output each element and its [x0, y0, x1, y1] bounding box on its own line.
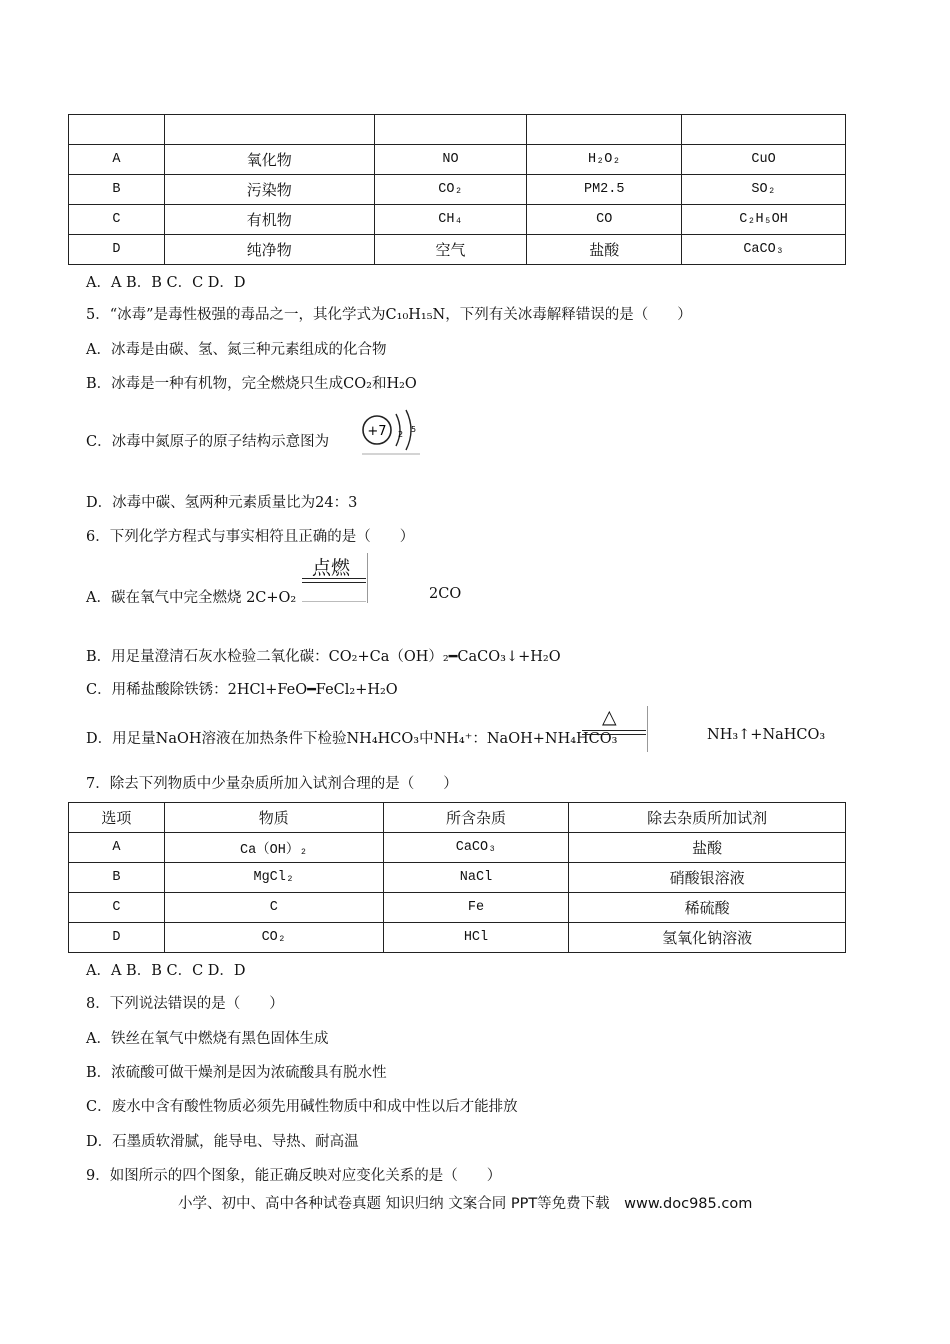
table-cell: CO₂: [164, 923, 383, 953]
table-cell: [682, 115, 846, 145]
table-cell: CuO: [682, 145, 846, 175]
q5-option-a: A．冰毒是由碳、氢、氮三种元素组成的化合物: [86, 342, 387, 358]
table-cell: B: [69, 863, 165, 893]
q5-option-d: D．冰毒中碳、氢两种元素质量比为24：3: [86, 495, 358, 511]
table-row: [69, 923, 846, 953]
condition-box-edge: [647, 706, 648, 752]
table-cell: [69, 115, 165, 145]
q6-option-d-product: NH₃↑+NaHCO₃: [707, 727, 826, 743]
q5-stem: 5．“冰毒”是毒性极强的毒品之一，其化学式为C₁₀H₁₅N，下列有关冰毒解释错误的是（ ）: [86, 307, 692, 323]
table-cell: C: [164, 893, 383, 923]
table-header-row: [69, 803, 846, 833]
table-cell: 盐酸: [569, 833, 846, 863]
table-cell: A: [69, 833, 165, 863]
table-cell: D: [69, 923, 165, 953]
q6-option-a: A．碳在氧气中完全燃烧 2C+O₂: [86, 590, 297, 606]
table-cell: 盐酸: [527, 235, 682, 265]
table-cell: [164, 115, 374, 145]
table-row: [69, 893, 846, 923]
table-cell: 硝酸银溶液: [569, 863, 846, 893]
table-header-cell: 所含杂质: [383, 803, 569, 833]
table-cell: C₂H₅OH: [682, 205, 846, 235]
q8-stem: 8．下列说法错误的是（ ）: [86, 996, 284, 1012]
page-footer: 小学、初中、高中各种试卷真题 知识归纳 文案合同 PPT等免费下载 www.doc985.com: [178, 1196, 753, 1212]
q6-option-d: D．用足量NaOH溶液在加热条件下检验NH₄HCO₃中NH₄⁺：NaOH+NH₄HCO₃: [86, 731, 618, 747]
table-cell: A: [69, 145, 165, 175]
q7-stem: 7．除去下列物质中少量杂质所加入试剂合理的是（ ）: [86, 776, 458, 792]
table-cell: H₂O₂: [527, 145, 682, 175]
table-cell: PM2.5: [527, 175, 682, 205]
table-cell: Fe: [383, 893, 569, 923]
table-cell: C: [69, 893, 165, 923]
q5-option-b: B．冰毒是一种有机物，完全燃烧只生成CO₂和H₂O: [86, 376, 417, 392]
table-cell: 有机物: [164, 205, 374, 235]
table-cell: CaCO₃: [383, 833, 569, 863]
condition-label: 点燃: [312, 557, 351, 579]
q6-stem: 6．下列化学方程式与事实相符且正确的是（ ）: [86, 529, 415, 545]
table-cell: 纯净物: [164, 235, 374, 265]
condition-box-bottom: [302, 601, 366, 602]
q6-option-a-product: 2CO: [429, 586, 462, 602]
table-cell: 氢氧化钠溶液: [569, 923, 846, 953]
table-cell: B: [69, 175, 165, 205]
table-cell: NaCl: [383, 863, 569, 893]
q8-option-b: B．浓硫酸可做干燥剂是因为浓硫酸具有脱水性: [86, 1065, 387, 1081]
table-row: [69, 205, 846, 235]
equation-double-line: [582, 730, 646, 735]
nitrogen-atom-diagram: [360, 404, 422, 456]
table-row: [69, 833, 846, 863]
q7-options: A．A B．B C．C D．D: [86, 963, 246, 979]
impurity-removal-table: [68, 802, 846, 953]
table-cell: MgCl₂: [164, 863, 383, 893]
condition-box-edge: [367, 553, 368, 603]
q6-option-b: B．用足量澄清石灰水检验二氧化碳：CO₂+Ca（OH）₂━CaCO₃↓+H₂O: [86, 649, 561, 665]
shell-1-electrons: 2: [398, 430, 404, 439]
q5-option-c: C．冰毒中氮原子的原子结构示意图为: [86, 434, 330, 450]
table-cell: CH₄: [374, 205, 527, 235]
ignition-condition: [302, 553, 368, 605]
table-cell: CO₂: [374, 175, 527, 205]
table-row: [69, 145, 846, 175]
table-cell: HCl: [383, 923, 569, 953]
shell-2-electrons: 5: [411, 425, 417, 434]
q8-option-a: A．铁丝在氧气中燃烧有黑色固体生成: [86, 1031, 329, 1047]
table-header-row: [69, 115, 846, 145]
table-cell: Ca（OH）₂: [164, 833, 383, 863]
table-cell: [374, 115, 527, 145]
equation-double-line: [302, 578, 366, 583]
q8-option-d: D．石墨质软滑腻，能导电、导热、耐高温: [86, 1134, 359, 1150]
table-header-cell: 选项: [69, 803, 165, 833]
table-cell: [527, 115, 682, 145]
table-cell: SO₂: [682, 175, 846, 205]
table-cell: 稀硫酸: [569, 893, 846, 923]
table-cell: 污染物: [164, 175, 374, 205]
classification-table: [68, 114, 846, 265]
heating-condition: [582, 706, 648, 754]
table-cell: 空气: [374, 235, 527, 265]
condition-label: △: [602, 706, 617, 728]
q6-option-c: C．用稀盐酸除铁锈：2HCl+FeO━FeCl₂+H₂O: [86, 682, 398, 698]
table-cell: NO: [374, 145, 527, 175]
table-cell: C: [69, 205, 165, 235]
table-row: [69, 175, 846, 205]
q8-option-c: C．废水中含有酸性物质必须先用碱性物质中和成中性以后才能排放: [86, 1099, 518, 1115]
table-header-cell: 物质: [164, 803, 383, 833]
table-row: [69, 863, 846, 893]
nucleus-charge: +7: [367, 424, 387, 439]
table-cell: CO: [527, 205, 682, 235]
table-header-cell: 除去杂质所加试剂: [569, 803, 846, 833]
table-cell: CaCO₃: [682, 235, 846, 265]
table-cell: 氧化物: [164, 145, 374, 175]
q4-options: A．A B．B C．C D．D: [86, 275, 246, 291]
table-cell: D: [69, 235, 165, 265]
q9-stem: 9．如图所示的四个图象，能正确反映对应变化关系的是（ ）: [86, 1168, 502, 1184]
table-row: [69, 235, 846, 265]
